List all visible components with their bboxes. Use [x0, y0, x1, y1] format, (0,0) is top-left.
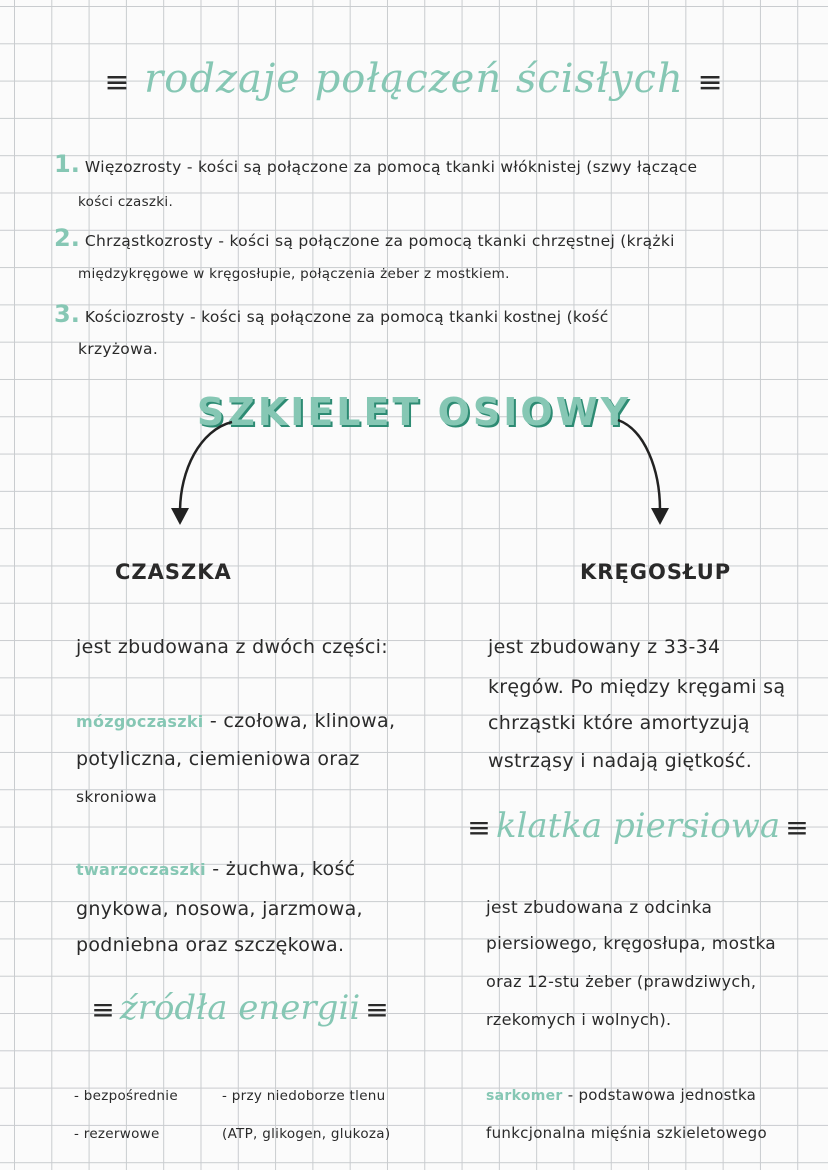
cranium-line-2: potyliczna, ciemieniowa oraz	[76, 748, 360, 770]
arrow-right-line	[618, 420, 660, 510]
sarcomere-text: - podstawowa jednostka	[562, 1086, 757, 1104]
rays-right-decoration: ≡	[365, 993, 389, 1026]
rays-left-decoration: ≡	[104, 65, 131, 100]
rays-right-decoration: ≡	[785, 811, 809, 844]
joint-type-text-cont: krzyżowa.	[78, 340, 159, 358]
joint-type-number: 2.	[54, 224, 80, 252]
axial-skeleton-heading: SZKIELET OSIOWY	[196, 390, 632, 434]
energy-item-sources: (ATP, glikogen, glukoza)	[222, 1126, 391, 1142]
rays-left-decoration: ≡	[91, 993, 115, 1026]
face-skull-text: - żuchwa, kość	[205, 858, 356, 880]
spine-line-4: wstrząsy i nadają giętkość.	[488, 750, 753, 772]
face-skull-term: twarzoczaszki	[76, 860, 206, 879]
chest-heading	[458, 806, 818, 846]
chest-line-1: jest zbudowana z odcinka	[486, 898, 713, 918]
chest-line-2: piersiowego, kręgosłupa, mostka	[486, 934, 777, 954]
spine-line-3: chrząstki które amortyzują	[488, 712, 750, 734]
skull-intro: jest zbudowana z dwóch części:	[76, 636, 388, 658]
spine-line-2: kręgów. Po między kręgami są	[488, 676, 786, 698]
energy-heading	[60, 988, 420, 1028]
sarcomere-line-1	[486, 1086, 756, 1104]
cranium-text: - czołowa, klinowa,	[203, 710, 396, 732]
chest-heading-text: klatka piersiowa	[495, 806, 781, 846]
spine-line-1: jest zbudowany z 33-34	[488, 636, 721, 658]
face-skull-line-2: gnykowa, nosowa, jarzmowa,	[76, 898, 363, 920]
face-skull-line-1	[76, 858, 355, 880]
joint-type-text: Kościozrosty - kości są połączone za pomocą tkanki kostnej (kość	[84, 308, 609, 326]
arrow-left-head	[171, 508, 189, 525]
title-text: rodzaje połączeń ścisłych	[144, 56, 684, 102]
energy-item-reserve: - rezerwowe	[74, 1126, 160, 1142]
joint-type-text: Więzozrosty - kości są połączone za pomocą tkanki włóknistej (szwy łączące	[84, 158, 698, 176]
sarcomere-line-2: funkcjonalna mięśnia szkieletowego	[486, 1124, 767, 1142]
spine-heading: KRĘGOSŁUP	[580, 560, 732, 584]
energy-item-oxygen: - przy niedoborze tlenu	[222, 1088, 386, 1104]
rays-right-decoration: ≡	[697, 65, 724, 100]
energy-heading-text: źródła energii	[119, 988, 361, 1028]
cranium-line-3: skroniowa	[76, 788, 158, 806]
joint-type-text: Chrząstkozrosty - kości są połączone za pomocą tkanki chrzęstnej (krążki	[84, 232, 675, 250]
face-skull-line-3: podniebna oraz szczękowa.	[76, 934, 345, 956]
skull-heading: CZASZKA	[115, 560, 232, 584]
chest-line-3: oraz 12-stu żeber (prawdziwych,	[486, 972, 757, 991]
energy-item-direct: - bezpośrednie	[74, 1088, 178, 1104]
joint-type-text-cont: międzykręgowe w kręgosłupie, połączenia żeber z mostkiem.	[78, 266, 510, 282]
joint-type-number: 3.	[54, 300, 80, 328]
joint-type-number: 1.	[54, 150, 80, 178]
cranium-line-1	[76, 710, 395, 732]
arrow-left-line	[180, 422, 232, 512]
arrow-right-head	[651, 508, 669, 525]
chest-line-4: rzekomych i wolnych).	[486, 1010, 672, 1029]
cranium-term: mózgoczaszki	[76, 712, 204, 731]
joint-type-text-cont: kości czaszki.	[78, 194, 174, 210]
sarcomere-term: sarkomer	[486, 1088, 563, 1104]
rays-left-decoration: ≡	[467, 811, 491, 844]
